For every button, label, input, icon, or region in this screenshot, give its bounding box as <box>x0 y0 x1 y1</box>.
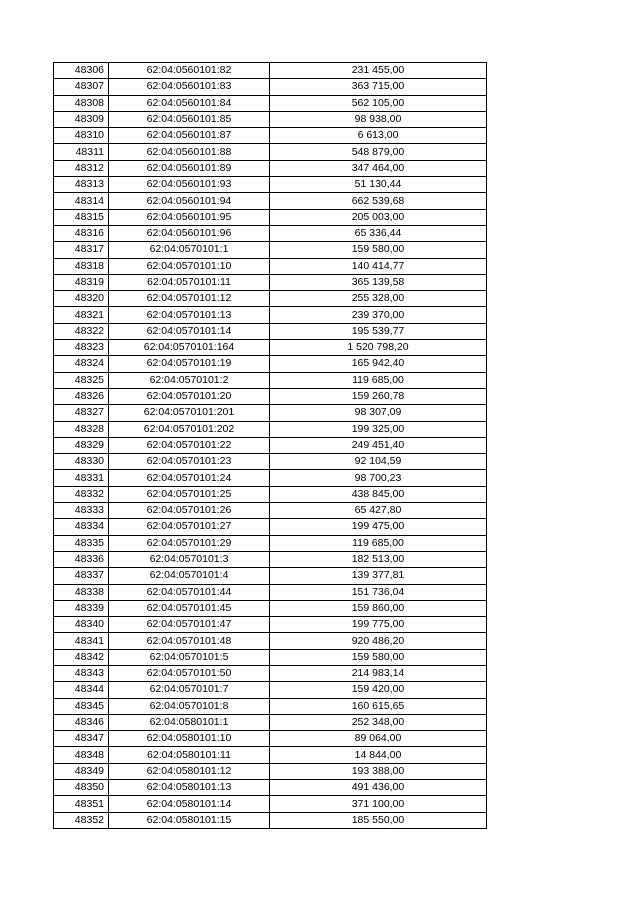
table-row <box>54 503 487 519</box>
cadastral-number-cell: 62:04:0560101:83 <box>109 79 270 95</box>
cadastral-number-cell: 62:04:0580101:1 <box>109 714 270 730</box>
cadastral-number-cell: 62:04:0570101:48 <box>109 633 270 649</box>
table-row <box>54 160 487 176</box>
cadastral-number-cell: 62:04:0560101:95 <box>109 209 270 225</box>
cadastral-value-table <box>53 62 487 829</box>
cadastral-number-cell: 62:04:0570101:201 <box>109 405 270 421</box>
row-number-cell: 48333 <box>54 503 109 519</box>
row-number-cell: 48320 <box>54 291 109 307</box>
row-number-cell: 48342 <box>54 649 109 665</box>
cadastral-value-cell: 491 436,00 <box>270 780 487 796</box>
cadastral-value-cell: 14 844,00 <box>270 747 487 763</box>
row-number-cell: 48340 <box>54 617 109 633</box>
table-row <box>54 193 487 209</box>
cadastral-number-cell: 62:04:0570101:202 <box>109 421 270 437</box>
row-number-cell: 48323 <box>54 340 109 356</box>
row-number-cell: 48331 <box>54 470 109 486</box>
cadastral-value-cell: 920 486,20 <box>270 633 487 649</box>
row-number-cell: 48336 <box>54 551 109 567</box>
row-number-cell: 48318 <box>54 258 109 274</box>
row-number-cell: 48330 <box>54 454 109 470</box>
row-number-cell: 48312 <box>54 160 109 176</box>
table-row <box>54 665 487 681</box>
cadastral-number-cell: 62:04:0560101:94 <box>109 193 270 209</box>
table-row <box>54 405 487 421</box>
cadastral-value-cell: 182 513,00 <box>270 551 487 567</box>
cadastral-number-cell: 62:04:0570101:7 <box>109 682 270 698</box>
cadastral-value-cell: 249 451,40 <box>270 437 487 453</box>
table-row <box>54 388 487 404</box>
row-number-cell: 48341 <box>54 633 109 649</box>
cadastral-value-cell: 159 860,00 <box>270 600 487 616</box>
cadastral-value-cell: 438 845,00 <box>270 486 487 502</box>
table-row <box>54 796 487 812</box>
cadastral-value-cell: 195 539,77 <box>270 323 487 339</box>
cadastral-number-cell: 62:04:0570101:11 <box>109 274 270 290</box>
table-row <box>54 274 487 290</box>
table-row <box>54 437 487 453</box>
cadastral-value-cell: 98 307,09 <box>270 405 487 421</box>
cadastral-number-cell: 62:04:0560101:93 <box>109 177 270 193</box>
cadastral-value-cell: 139 377,81 <box>270 568 487 584</box>
cadastral-number-cell: 62:04:0580101:13 <box>109 780 270 796</box>
cadastral-value-cell: 371 100,00 <box>270 796 487 812</box>
table-row <box>54 568 487 584</box>
row-number-cell: 48317 <box>54 242 109 258</box>
cadastral-number-cell: 62:04:0570101:25 <box>109 486 270 502</box>
cadastral-value-cell: 160 615,65 <box>270 698 487 714</box>
table-row <box>54 372 487 388</box>
cadastral-value-cell: 199 775,00 <box>270 617 487 633</box>
row-number-cell: 48313 <box>54 177 109 193</box>
table-row <box>54 519 487 535</box>
cadastral-value-cell: 65 427,80 <box>270 503 487 519</box>
cadastral-number-cell: 62:04:0560101:82 <box>109 63 270 79</box>
row-number-cell: 48315 <box>54 209 109 225</box>
table-row <box>54 128 487 144</box>
cadastral-value-cell: 214 983,14 <box>270 665 487 681</box>
cadastral-number-cell: 62:04:0570101:8 <box>109 698 270 714</box>
cadastral-value-cell: 140 414,77 <box>270 258 487 274</box>
row-number-cell: 48346 <box>54 714 109 730</box>
table-row <box>54 812 487 828</box>
row-number-cell: 48322 <box>54 323 109 339</box>
cadastral-value-cell: 1 520 798,20 <box>270 340 487 356</box>
cadastral-value-cell: 185 550,00 <box>270 812 487 828</box>
cadastral-value-cell: 347 464,00 <box>270 160 487 176</box>
row-number-cell: 48338 <box>54 584 109 600</box>
cadastral-value-cell: 255 328,00 <box>270 291 487 307</box>
cadastral-value-cell: 6 613,00 <box>270 128 487 144</box>
row-number-cell: 48314 <box>54 193 109 209</box>
cadastral-number-cell: 62:04:0580101:14 <box>109 796 270 812</box>
table-body <box>54 63 487 829</box>
cadastral-number-cell: 62:04:0580101:15 <box>109 812 270 828</box>
row-number-cell: 48307 <box>54 79 109 95</box>
table-row <box>54 95 487 111</box>
row-number-cell: 48316 <box>54 225 109 241</box>
cadastral-number-cell: 62:04:0570101:50 <box>109 665 270 681</box>
table-row <box>54 323 487 339</box>
cadastral-value-cell: 119 685,00 <box>270 372 487 388</box>
cadastral-value-cell: 98 938,00 <box>270 111 487 127</box>
table-row <box>54 144 487 160</box>
cadastral-number-cell: 62:04:0580101:12 <box>109 763 270 779</box>
row-number-cell: 48325 <box>54 372 109 388</box>
row-number-cell: 48335 <box>54 535 109 551</box>
cadastral-number-cell: 62:04:0570101:22 <box>109 437 270 453</box>
cadastral-number-cell: 62:04:0570101:29 <box>109 535 270 551</box>
table-row <box>54 111 487 127</box>
cadastral-number-cell: 62:04:0560101:84 <box>109 95 270 111</box>
cadastral-number-cell: 62:04:0570101:13 <box>109 307 270 323</box>
cadastral-number-cell: 62:04:0570101:20 <box>109 388 270 404</box>
table-row <box>54 682 487 698</box>
table-row <box>54 177 487 193</box>
table-row <box>54 535 487 551</box>
cadastral-value-cell: 159 260,78 <box>270 388 487 404</box>
table-row <box>54 698 487 714</box>
table-row <box>54 454 487 470</box>
row-number-cell: 48326 <box>54 388 109 404</box>
cadastral-number-cell: 62:04:0580101:10 <box>109 731 270 747</box>
table-row <box>54 63 487 79</box>
cadastral-value-cell: 252 348,00 <box>270 714 487 730</box>
cadastral-value-cell: 89 064,00 <box>270 731 487 747</box>
cadastral-value-cell: 159 580,00 <box>270 242 487 258</box>
table-row <box>54 633 487 649</box>
cadastral-number-cell: 62:04:0580101:11 <box>109 747 270 763</box>
table-row <box>54 747 487 763</box>
cadastral-value-cell: 562 105,00 <box>270 95 487 111</box>
table-row <box>54 600 487 616</box>
row-number-cell: 48311 <box>54 144 109 160</box>
table-row <box>54 421 487 437</box>
cadastral-number-cell: 62:04:0570101:3 <box>109 551 270 567</box>
cadastral-number-cell: 62:04:0570101:2 <box>109 372 270 388</box>
table-row <box>54 780 487 796</box>
row-number-cell: 48343 <box>54 665 109 681</box>
cadastral-number-cell: 62:04:0570101:10 <box>109 258 270 274</box>
cadastral-number-cell: 62:04:0570101:4 <box>109 568 270 584</box>
cadastral-value-cell: 205 003,00 <box>270 209 487 225</box>
table-row <box>54 470 487 486</box>
row-number-cell: 48350 <box>54 780 109 796</box>
cadastral-value-cell: 151 736,04 <box>270 584 487 600</box>
cadastral-number-cell: 62:04:0570101:14 <box>109 323 270 339</box>
table-row <box>54 209 487 225</box>
row-number-cell: 48332 <box>54 486 109 502</box>
row-number-cell: 48308 <box>54 95 109 111</box>
cadastral-value-cell: 365 139,58 <box>270 274 487 290</box>
table-row <box>54 242 487 258</box>
row-number-cell: 48349 <box>54 763 109 779</box>
row-number-cell: 48348 <box>54 747 109 763</box>
table-row <box>54 291 487 307</box>
cadastral-number-cell: 62:04:0570101:27 <box>109 519 270 535</box>
row-number-cell: 48327 <box>54 405 109 421</box>
cadastral-number-cell: 62:04:0560101:85 <box>109 111 270 127</box>
row-number-cell: 48337 <box>54 568 109 584</box>
row-number-cell: 48328 <box>54 421 109 437</box>
row-number-cell: 48334 <box>54 519 109 535</box>
row-number-cell: 48352 <box>54 812 109 828</box>
row-number-cell: 48347 <box>54 731 109 747</box>
cadastral-value-cell: 159 420,00 <box>270 682 487 698</box>
cadastral-number-cell: 62:04:0570101:45 <box>109 600 270 616</box>
table-row <box>54 258 487 274</box>
table-row <box>54 486 487 502</box>
table-row <box>54 714 487 730</box>
row-number-cell: 48345 <box>54 698 109 714</box>
row-number-cell: 48319 <box>54 274 109 290</box>
cadastral-number-cell: 62:04:0570101:26 <box>109 503 270 519</box>
cadastral-number-cell: 62:04:0570101:47 <box>109 617 270 633</box>
cadastral-value-cell: 239 370,00 <box>270 307 487 323</box>
cadastral-number-cell: 62:04:0560101:89 <box>109 160 270 176</box>
table-row <box>54 551 487 567</box>
table-row <box>54 649 487 665</box>
cadastral-number-cell: 62:04:0560101:88 <box>109 144 270 160</box>
table-row <box>54 584 487 600</box>
cadastral-number-cell: 62:04:0570101:19 <box>109 356 270 372</box>
cadastral-value-cell: 159 580,00 <box>270 649 487 665</box>
table-row <box>54 340 487 356</box>
cadastral-number-cell: 62:04:0570101:164 <box>109 340 270 356</box>
row-number-cell: 48306 <box>54 63 109 79</box>
row-number-cell: 48310 <box>54 128 109 144</box>
cadastral-value-cell: 193 388,00 <box>270 763 487 779</box>
cadastral-value-cell: 65 336,44 <box>270 225 487 241</box>
cadastral-number-cell: 62:04:0570101:5 <box>109 649 270 665</box>
cadastral-value-cell: 231 455,00 <box>270 63 487 79</box>
table-row <box>54 225 487 241</box>
cadastral-number-cell: 62:04:0560101:87 <box>109 128 270 144</box>
cadastral-value-cell: 51 130,44 <box>270 177 487 193</box>
row-number-cell: 48329 <box>54 437 109 453</box>
cadastral-number-cell: 62:04:0570101:23 <box>109 454 270 470</box>
cadastral-value-cell: 98 700,23 <box>270 470 487 486</box>
cadastral-value-cell: 662 539,68 <box>270 193 487 209</box>
table-row <box>54 79 487 95</box>
cadastral-value-cell: 165 942,40 <box>270 356 487 372</box>
row-number-cell: 48339 <box>54 600 109 616</box>
table-row <box>54 617 487 633</box>
row-number-cell: 48351 <box>54 796 109 812</box>
table-row <box>54 307 487 323</box>
cadastral-number-cell: 62:04:0570101:1 <box>109 242 270 258</box>
cadastral-value-cell: 199 475,00 <box>270 519 487 535</box>
cadastral-value-cell: 548 879,00 <box>270 144 487 160</box>
cadastral-number-cell: 62:04:0570101:12 <box>109 291 270 307</box>
table-row <box>54 356 487 372</box>
cadastral-number-cell: 62:04:0560101:96 <box>109 225 270 241</box>
table-row <box>54 763 487 779</box>
table-row <box>54 731 487 747</box>
row-number-cell: 48324 <box>54 356 109 372</box>
cadastral-number-cell: 62:04:0570101:44 <box>109 584 270 600</box>
cadastral-value-cell: 199 325,00 <box>270 421 487 437</box>
row-number-cell: 48344 <box>54 682 109 698</box>
row-number-cell: 48309 <box>54 111 109 127</box>
cadastral-number-cell: 62:04:0570101:24 <box>109 470 270 486</box>
row-number-cell: 48321 <box>54 307 109 323</box>
cadastral-value-cell: 92 104,59 <box>270 454 487 470</box>
cadastral-value-cell: 363 715,00 <box>270 79 487 95</box>
cadastral-value-cell: 119 685,00 <box>270 535 487 551</box>
